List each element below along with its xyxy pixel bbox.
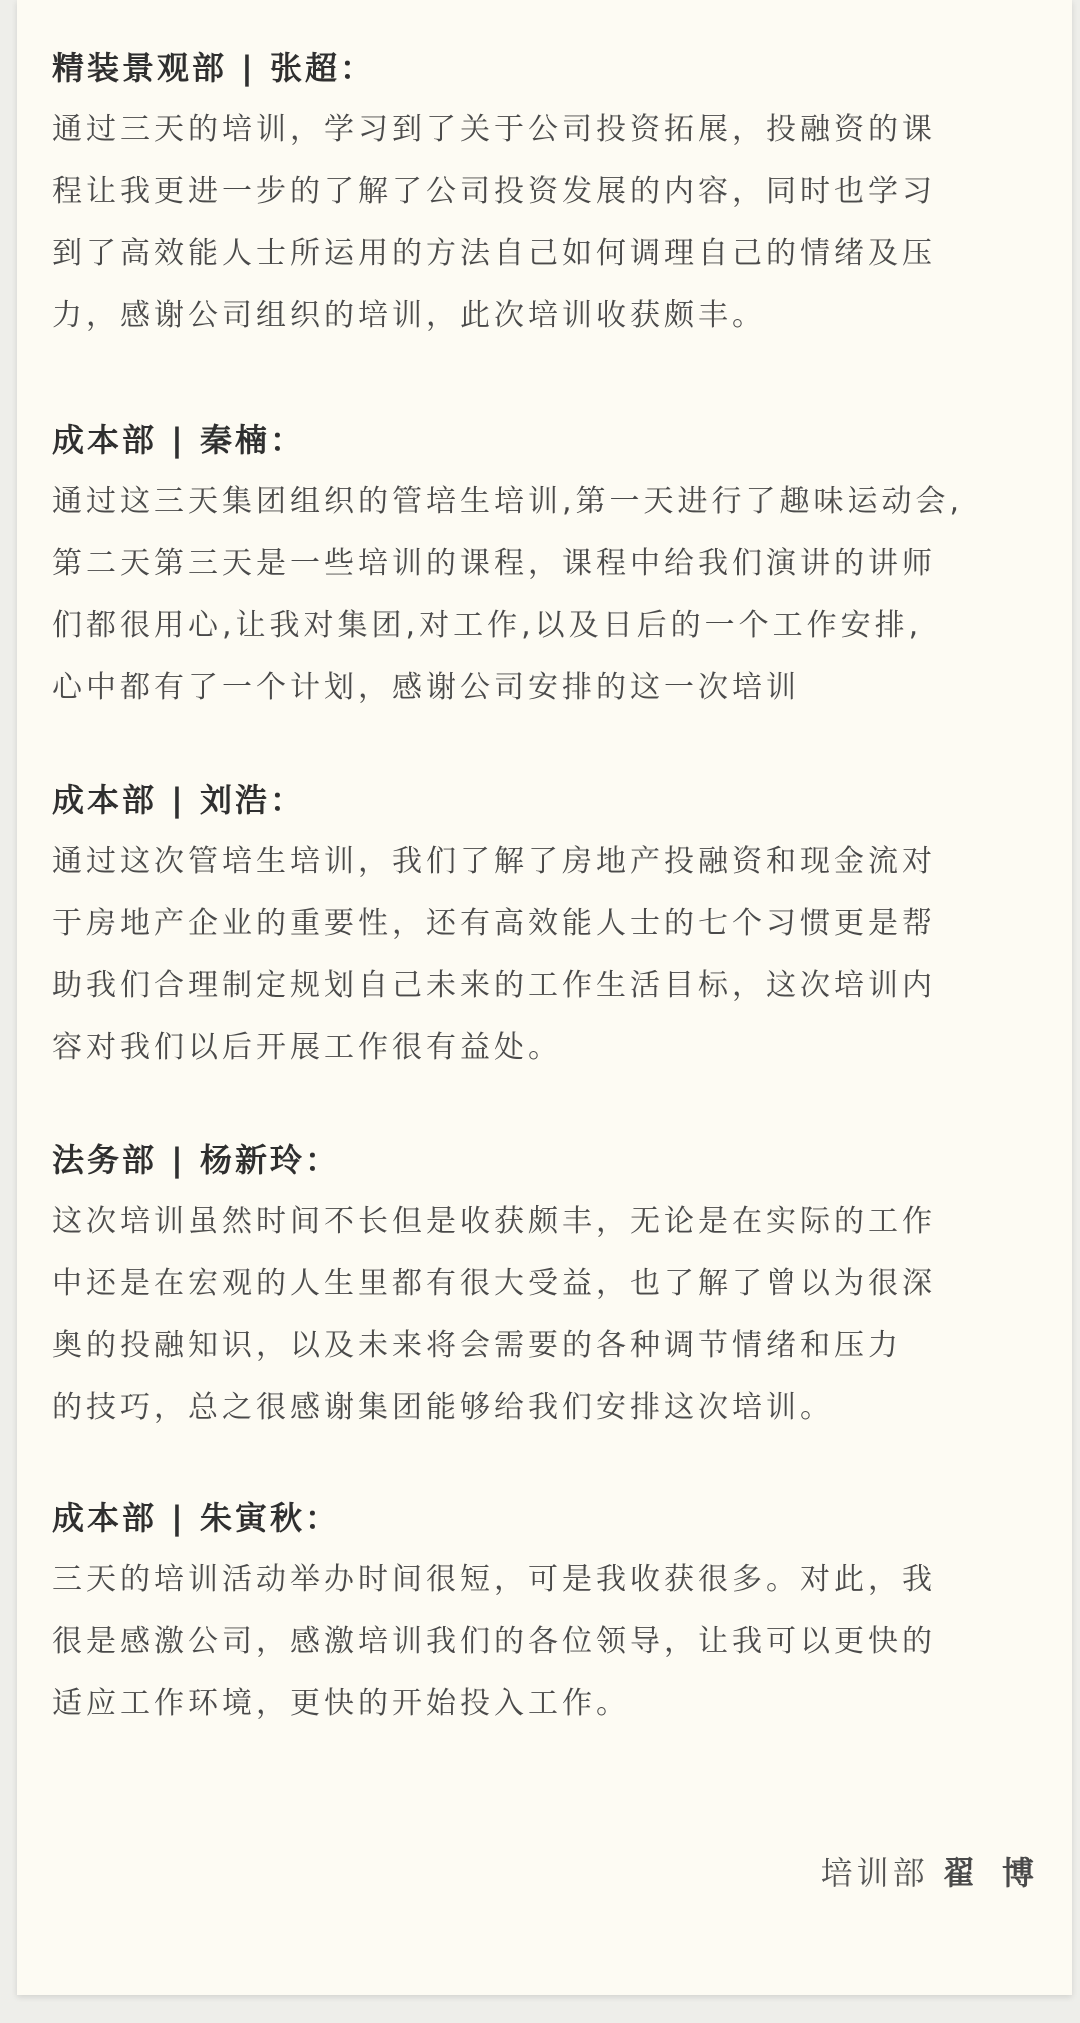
article-page — [17, 0, 1072, 1995]
body-line: 的技巧，总之很感谢集团能够给我们安排这次培训。 — [52, 1390, 834, 1425]
section-heading: 精装景观部 | 张超： — [52, 49, 375, 87]
section-heading: 成本部 | 秦楠： — [52, 421, 305, 459]
review-section-2 — [52, 420, 1052, 708]
body-line: 程让我更进一步的了解了公司投资发展的内容，同时也学习 — [52, 174, 936, 209]
body-line: 到了高效能人士所运用的方法自己如何调理自己的情绪及压 — [52, 236, 936, 271]
body-line: 通过这次管培生培训，我们了解了房地产投融资和现金流对 — [52, 844, 936, 879]
body-line: 这次培训虽然时间不长但是收获颇丰，无论是在实际的工作 — [52, 1204, 936, 1239]
signature-name: 翟 博 — [942, 1854, 1042, 1892]
body-line: 心中都有了一个计划，感谢公司安排的这一次培训 — [52, 670, 800, 705]
body-line: 助我们合理制定规划自己未来的工作生活目标，这次培训内 — [52, 968, 936, 1003]
review-section-4 — [52, 1140, 1052, 1428]
section-heading: 成本部 | 朱寅秋： — [52, 1499, 340, 1537]
signature — [821, 1848, 1042, 1894]
body-line: 很是感激公司，感激培训我们的各位领导，让我可以更快的 — [52, 1624, 936, 1659]
review-section-5 — [52, 1498, 1052, 1724]
review-section-3 — [52, 780, 1052, 1068]
review-section-1 — [52, 48, 1052, 336]
body-line: 容对我们以后开展工作很有益处。 — [52, 1030, 562, 1065]
section-heading: 成本部 | 刘浩： — [52, 781, 305, 819]
body-line: 适应工作环境，更快的开始投入工作。 — [52, 1686, 630, 1721]
signature-department: 培训部 — [820, 1854, 929, 1892]
body-line: 于房地产企业的重要性，还有高效能人士的七个习惯更是帮 — [52, 906, 936, 941]
body-line: 中还是在宏观的人生里都有很大受益，也了解了曾以为很深 — [52, 1266, 936, 1301]
body-line: 通过这三天集团组织的管培生培训,第一天进行了趣味运动会, — [52, 484, 964, 519]
body-line: 三天的培训活动举办时间很短，可是我收获很多。对此，我 — [52, 1562, 936, 1597]
body-line: 力，感谢公司组织的培训，此次培训收获颇丰。 — [52, 298, 766, 333]
body-line: 第二天第三天是一些培训的课程，课程中给我们演讲的讲师 — [52, 546, 936, 581]
body-line: 通过三天的培训，学习到了关于公司投资拓展，投融资的课 — [52, 112, 936, 147]
body-line: 奥的投融知识，以及未来将会需要的各种调节情绪和压力 — [52, 1328, 902, 1363]
section-heading: 法务部 | 杨新玲： — [52, 1141, 340, 1179]
body-line: 们都很用心,让我对集团,对工作,以及日后的一个工作安排, — [52, 608, 923, 643]
